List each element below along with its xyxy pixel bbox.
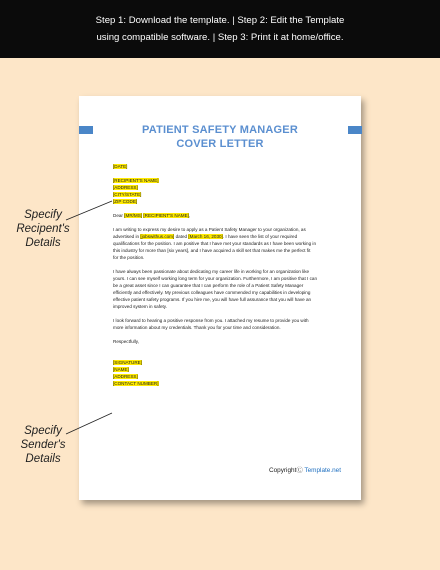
sender-address: [ADDRESS] — [113, 374, 138, 379]
salutation: Dear [MR/MS] [RECIPIENT'S NAME], — [113, 213, 191, 218]
closing: Respectfully, — [113, 339, 139, 344]
title-line-2: COVER LETTER — [176, 138, 264, 150]
recipient-address: [ADDRESS] — [113, 185, 138, 190]
sender-name: [NAME] — [113, 367, 129, 372]
paragraph-2: I have always been passionate about dedicating my career life in working for an organization like yours. I can see myself working long term for your organization. Furthermore, I am positive that I can be a great asset since I can guarantee that I can perform the role of a Patient Safety Manager efficiently and effectively. My previous colleagues have commended my capabilities in developing effective patient safety programs. If you hire me, you will have full assurance that you will have an improved system in safety. — [113, 269, 317, 309]
brand-link[interactable]: Template.net — [304, 467, 342, 474]
sender-signature: [SIGNATURE] — [113, 360, 143, 365]
recipient-zip: [ZIP CODE] — [113, 199, 138, 204]
sender-callout: Specify Sender's Details — [20, 425, 66, 465]
date-placeholder: [DATE] — [113, 164, 128, 169]
footer-copyright: CopyrightⒸ Template.net — [269, 467, 342, 474]
recipient-name: [RECIPIENT'S NAME] — [113, 178, 159, 183]
job-site-placeholder: [jobswithus.com] — [140, 234, 175, 239]
sender-contact: [CONTACT NUMBER] — [113, 381, 159, 386]
paragraph-3: I look forward to hearing a positive response from you. I attached my resume to provide you with more information about my credentials. Thank you for your time and consideration. — [113, 318, 309, 330]
title-line-1: PATIENT SAFETY MANAGER — [142, 124, 298, 136]
recipient-city-state: [CITY/STATE] — [113, 192, 142, 197]
banner-line-1: Step 1: Download the template. | Step 2: Edit the Template — [95, 15, 345, 26]
ad-date-placeholder: [March 16, 2030] — [188, 234, 223, 239]
copyright-icon: Ⓒ — [296, 467, 303, 474]
recipient-callout: Specify Recipent's Details — [16, 209, 70, 249]
paragraph-1: I am writing to express my desire to apply as a Patient Safety Manager to your organization, as advertised in [jobswithus.com] dated [March 16, 2030]. I have seen the list of your required qualifications for the position. I am positive that I have met your standards as I have been working in this industry for more than [six years], and I have acquired a skill set that makes me the perfect fit for the position. — [113, 227, 317, 260]
banner-line-2: using compatible software. | Step 3: Print it at home/office. — [96, 32, 344, 43]
